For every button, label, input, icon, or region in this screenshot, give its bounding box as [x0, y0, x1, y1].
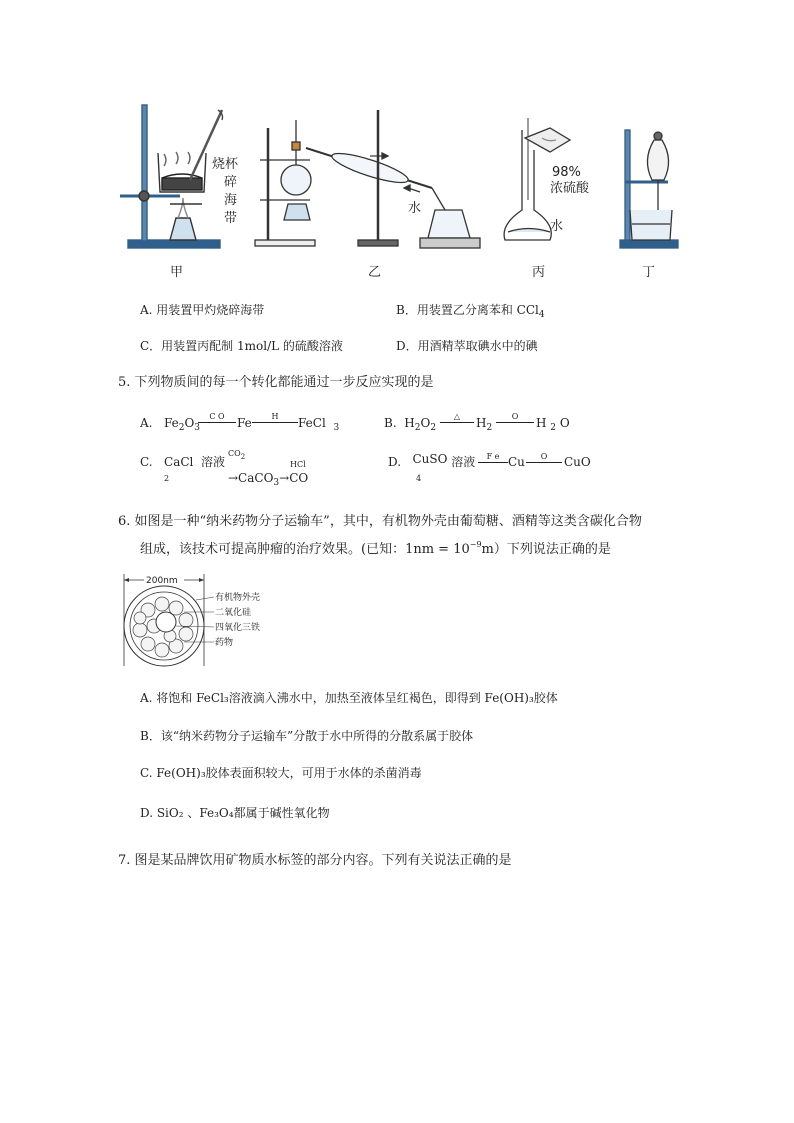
q5-a-s3sub: 3: [333, 423, 340, 433]
q6-stem2sup: −9: [469, 540, 482, 549]
label-sui: 碎: [224, 175, 238, 190]
q5-d-s1b: 溶液: [451, 455, 476, 469]
q5-c-r2: HCl: [290, 460, 306, 469]
q5-a-s1bsub: 3: [194, 423, 201, 433]
q5-d-arrow2: [526, 452, 562, 463]
q5-d-arrow1: [478, 452, 508, 463]
q5-c-s2-text: →CaCO: [228, 471, 274, 485]
label-water-yi: 水: [408, 201, 422, 216]
q5-a-arrow1: [198, 412, 236, 423]
q5-b-s3-text: H: [536, 416, 547, 430]
q5-a-s1sub: 2: [178, 423, 185, 433]
q5-c-s2sub: 3: [273, 478, 280, 488]
q5-stem: 5. 下列物质间的每一个转化都能通过一步反应实现的是: [118, 375, 434, 390]
q6-option-d: D. SiO₂ 、Fe₃O₄都属于碱性氧化物: [140, 806, 330, 820]
q5-b-prefix: B.: [384, 416, 397, 430]
q5-b-s1sub: 2: [414, 423, 421, 433]
q5-b-arrow2: [496, 412, 534, 423]
label-yi: 乙: [368, 265, 382, 280]
q4-option-b: [396, 303, 545, 320]
q6-stem2b: m）下列说法正确的是: [481, 542, 611, 557]
q5-d-s3: CuO: [564, 455, 591, 469]
fig-sio2-label: 二氧化硅: [215, 608, 252, 618]
fig-shell-label: 有机物外壳: [215, 593, 261, 603]
fig-fe3o4-label: 四氧化三铁: [215, 623, 261, 633]
q5-b-s2-text: H: [476, 416, 487, 430]
q5-a-r1: C O: [209, 412, 225, 421]
q5-d-r2: O: [540, 452, 548, 461]
label-dai: 带: [224, 211, 238, 226]
nanoparticle-figure: [118, 570, 278, 670]
fe3o4-core: [156, 612, 176, 632]
q5-a-s3-text: FeCl: [298, 416, 326, 430]
q5-b-s1bsub: 2: [430, 423, 437, 433]
label-water-bing: 水: [550, 219, 564, 234]
q5-c-s1b: 溶液: [201, 455, 226, 469]
q5-d-s1sub: 4: [416, 474, 422, 483]
label-ding: 丁: [642, 265, 656, 280]
q5-c-prefix: C.: [140, 455, 153, 469]
label-jia: 甲: [170, 265, 184, 280]
q5-c-r1-text: CO: [228, 449, 241, 458]
q5-option-d: [388, 452, 476, 470]
q4-option-b-sub: 4: [538, 310, 545, 320]
q6-stem-line2: [140, 542, 611, 559]
q6-option-c: C. Fe(OH)₃胶体表面积较大，可用于水体的杀菌消毒: [140, 766, 422, 780]
q5-c-s1sub: 2: [164, 474, 170, 483]
q5-a-s1: Fe: [163, 416, 179, 430]
q5-d-r1: F e: [486, 452, 500, 461]
q6-stem-line1: 6. 如图是一种“纳米药物分子运输车”，其中，有机物外壳由葡萄糖、酒精等这类含碳化合物: [118, 514, 642, 529]
q5-b-s3b: O: [559, 416, 570, 430]
q5-c-s3: →CO: [279, 471, 309, 485]
q5-c-r1: [228, 449, 246, 461]
label-acid-pct: 98%: [552, 165, 581, 180]
apparatus-jia: [120, 105, 223, 248]
q6-option-a: A. 将饱和 FeCl₃溶液滴入沸水中，加热至液体呈红褐色，即得到 Fe(OH)₃胶体: [140, 691, 558, 705]
q7-stem: 7. 图是某品牌饮用矿物质水标签的部分内容。下列有关说法正确的是: [118, 853, 512, 868]
q6-option-b: B．该“纳米药物分子运输车”分散于水中所得的分散系属于胶体: [140, 729, 474, 743]
q4-option-c: C．用装置丙配制 1mol/L 的硫酸溶液: [140, 339, 343, 353]
q5-c-s2: [228, 471, 308, 488]
apparatus-yi: [255, 110, 480, 248]
q5-c-s1: CaCl: [164, 455, 194, 469]
q5-option-a: [140, 416, 200, 433]
q5-b-s1: H: [404, 416, 415, 430]
q4-option-d: D．用酒精萃取碘水中的碘: [396, 339, 538, 353]
q5-a-arrow2: [252, 412, 298, 423]
q5-b-s1b: O: [420, 416, 431, 430]
q5-b-s3sub: 2: [550, 423, 557, 433]
q5-b-arrow1: [440, 412, 474, 423]
q5-a-s3: [298, 416, 339, 433]
label-acid-name: 浓硫酸: [550, 181, 590, 196]
q4-option-a: A. 用装置甲灼烧碎海带: [140, 303, 265, 317]
fig-width-label: 200nm: [146, 576, 178, 586]
q5-d-s1: CuSO: [412, 452, 448, 466]
q4-option-b-text: B．用装置乙分离苯和 CCl: [396, 303, 539, 317]
apparatus-ding: [620, 130, 678, 248]
q5-b-s2: [476, 416, 492, 433]
label-bing: 丙: [532, 265, 546, 280]
label-hai: 海: [224, 193, 238, 208]
fig-drug-label: 药物: [215, 638, 234, 648]
q5-a-r2: H: [271, 412, 279, 421]
q5-a-s2: Fe: [237, 416, 252, 430]
q5-b-r1: △: [453, 412, 461, 421]
q5-c-r1sub: 2: [240, 453, 246, 461]
q5-b-s2sub: 2: [486, 423, 493, 433]
q5-a-s1b: O: [184, 416, 195, 430]
q6-stem2a: 组成，该技术可提高肿瘤的治疗效果。(已知：1nm = 10: [140, 542, 470, 557]
apparatus-figure: [120, 100, 690, 285]
q5-b-r2: O: [511, 412, 519, 421]
q5-option-c: [140, 455, 225, 470]
q5-b-s3: [536, 416, 570, 433]
q5-d-prefix: D.: [388, 455, 402, 469]
q5-d-s2: Cu: [508, 455, 525, 469]
q5-a-prefix: A.: [140, 416, 153, 430]
label-beaker: 烧杯: [212, 157, 239, 172]
q5-option-b: [384, 416, 436, 433]
